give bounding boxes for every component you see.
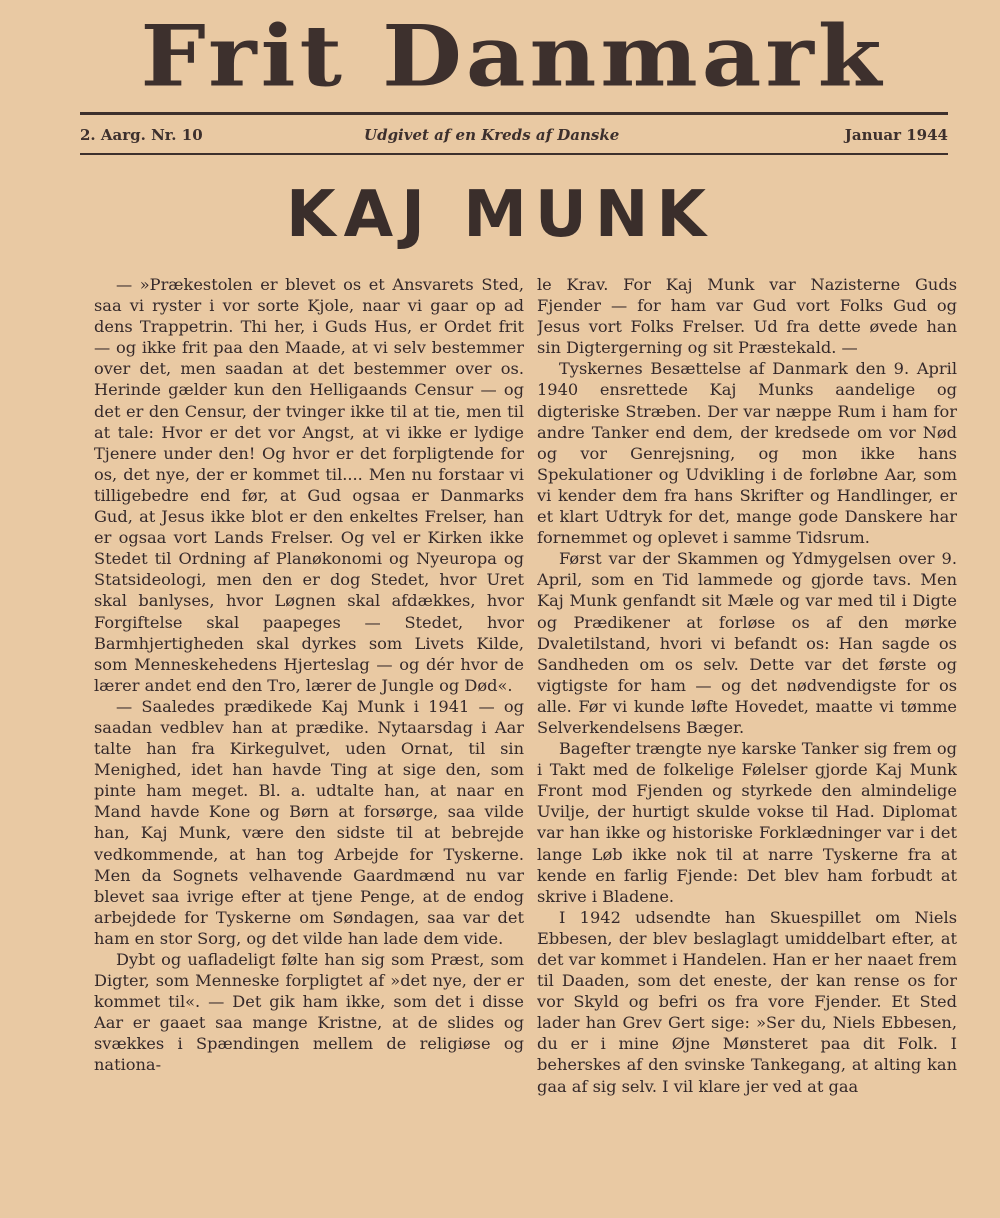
paragraph: Bagefter trængte nye karske Tanker sig frem og i Takt med de folkelige Følelser gjorde Kaj Munk Front mod Fjenden og styrkede den almindelige Uvilje, der hurtigt skulde vokse til Had. Diplomat var han ikke og historiske Forklædninger var i det lange Løb ikke nok til at narre Tyskerne fra at kende en farlig Fjende: Det blev ham forbudt at skrive i Bladene. xyxy=(537,739,957,906)
newspaper-title: Frit Danmark xyxy=(140,6,886,106)
right-column xyxy=(537,274,957,1218)
paragraph: Først var der Skammen og Ydmygelsen over 9. April, som en Tid lammede og gjorde tavs. Men Kaj Munk genfandt sit Mæle og var med til i Digte og Prædikener at forløse os af den mørke Dvaletilstand, hvori vi befandt os: Han sagde os Sandheden om os selv. Dette var det første og vigtigste for ham — og det nødvendigste for os alle. Før vi kunde løfte Hovedet, maatte vi tømme Selverkendelsens Bæger. xyxy=(537,549,957,737)
paragraph: — Saaledes prædikede Kaj Munk i 1941 — og saadan vedblev han at prædike. Nytaarsdag i Aar talte han fra Kirkegulvet, uden Ornat, til sin Menighed, idet han havde Ting at sige den, som pinte ham meget. Bl. a. udtalte han, at naar en Mand havde Kone og Børn at forsørge, saa vilde han, Kaj Munk, være den sidste til at bebrejde vedkommende, at han tog Arbejde for Tyskerne. Men da Sognets velhavende Gaardmænd nu var blevet saa ivrige efter at tjene Penge, at de endog arbejdede for Tyskerne om Søndagen, saa var det ham en stor Sorg, og det vilde han lade dem vide. xyxy=(94,696,524,948)
masthead-bottom-rule xyxy=(80,153,948,155)
masthead-subline xyxy=(80,120,948,150)
paragraph: — »Prækestolen er blevet os et Ansvarets Sted, saa vi ryster i vor sorte Kjole, naar vi gaar op ad dens Trappetrin. Thi her, i Guds Hus, er Ordet frit — og ikke frit paa den Maade, at vi selv bestemmer over det, men saadan at det bestemmer over os. Herinde gælder kun den Helligaands Censur — og det er den Censur, der tvinger ikke til at tie, men til at tale: Hvor er det vor Angst, at vi ikke er lydige Tjenere under den! Og hvor er det forpligtende for os, det nye, der er kommet til.... Men nu forstaar vi tilligebedre end før, at Gud ogsaa er Danmarks Gud, at Jesus ikke blot er den enkeltes Frelser, han er ogsaa vort Lands Frelser. Og vel er Kirken ikke Stedet til Ordning af Planøkonomi og Nyeuropa og Statsideologi, men den er dog Stedet, hvor Uret skal banlyses, hvor Løgnen skal afdækkes, hvor Forgiftelse skal paapeges — Stedet, hvor Barmhjertigheden skal dyrkes som Livets Kilde, som Menneskehedens Hjerteslag — og dér hvor de lærer andet end den Tro, lærer de Jungle og Død«. xyxy=(94,275,524,695)
issue-number: 2. Aarg. Nr. 10 xyxy=(80,126,203,144)
paragraph: Dybt og uafladeligt følte han sig som Præst, som Digter, som Menneske forpligtet af »det nye, der er kommet til«. — Det gik ham ikke, som det i disse Aar er gaaet saa mange Kristne, at de slides og svækkes i Spændingen mellem de religiøse og nationa- xyxy=(94,950,524,1075)
paragraph: I 1942 udsendte han Skuespillet om Niels Ebbesen, der blev beslaglagt umiddelbart efter, at det var kommet i Handelen. Han er her naaet frem til Daaden, som det eneste, der kan rense os for vor Skyld og befri os fra vore Fjender. Et Sted lader han Grev Gert sige: »Ser du, Niels Ebbesen, du er i mine Øjne Mønsteret paa dit Folk. I beherskes af den svinske Tankegang, at alting kan gaa af sig selv. I vil klare jer ved at gaa xyxy=(537,907,957,1096)
article-headline: KAJ MUNK xyxy=(285,178,715,252)
publisher-line: Udgivet af en Kreds af Danske xyxy=(364,126,620,144)
masthead-top-rule xyxy=(80,112,948,115)
issue-date: Januar 1944 xyxy=(844,126,948,144)
paragraph-continuation: le Krav. For Kaj Munk var Nazisterne Guds Fjender — for ham var Gud vort Folks Gud og Jesus vort Folks Frelser. Ud fra dette øvede han sin Digtergerning og sit Præstekald. — xyxy=(537,275,957,358)
paragraph: Tyskernes Besættelse af Danmark den 9. April 1940 ensrettede Kaj Munks aandelige og digteriske Stræben. Der var næppe Rum i ham for andre Tanker end dem, der kredsede om vor Nød og vor Genrejsning, og mon ikke hans Spekulationer og Udvikling i de forløbne Aar, som vi kender dem fra hans Skrifter og Handlinger, er et klart Udtryk for det, mange gode Danskere har fornemmet og oplevet i samme Tidsrum. xyxy=(537,359,957,548)
left-column xyxy=(94,274,524,1218)
